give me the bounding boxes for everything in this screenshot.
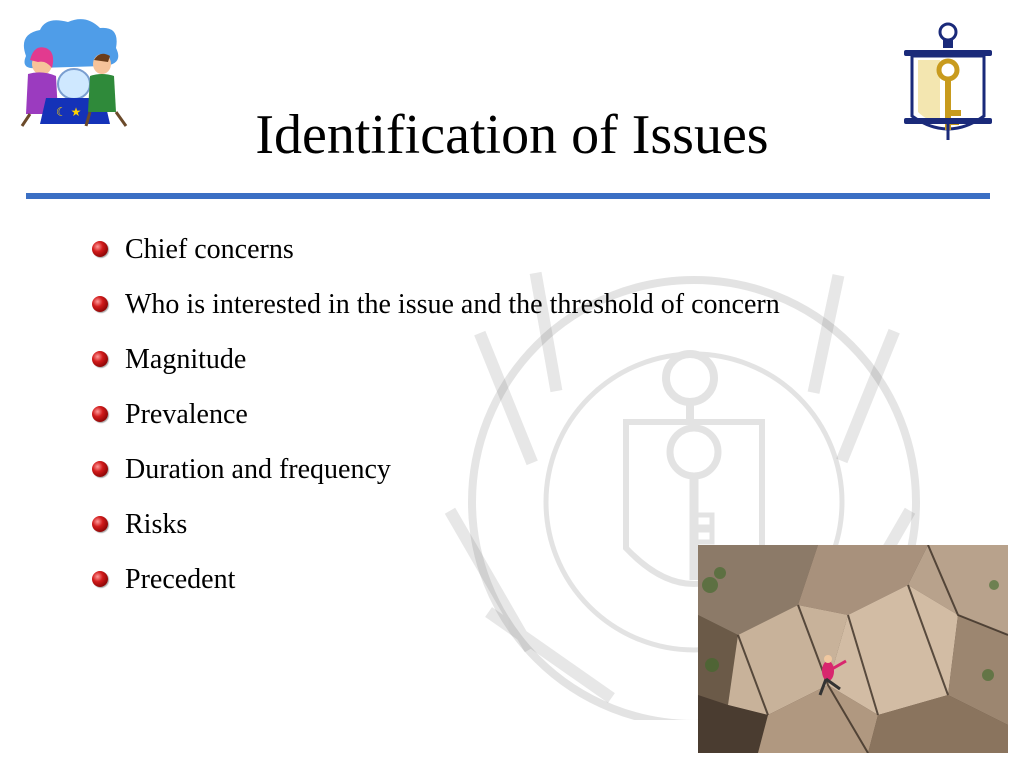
bullet-item	[90, 552, 780, 607]
bullet-text: Precedent	[125, 564, 236, 595]
slide-title: Identification of Issues	[255, 104, 769, 166]
title-divider	[26, 193, 990, 199]
bullet-item	[90, 497, 780, 552]
bullet-text: Chief concerns	[125, 234, 294, 265]
bullet-dot-icon	[92, 571, 108, 587]
bullet-text: Magnitude	[125, 344, 247, 375]
svg-text:☾ ★: ☾ ★	[56, 105, 82, 119]
bullet-dot-icon	[92, 241, 108, 257]
bullet-list	[90, 222, 780, 607]
bullet-dot-icon	[92, 296, 108, 312]
bullet-text: Risks	[125, 509, 188, 540]
bullet-dot-icon	[92, 461, 108, 477]
rock-climber-photo	[698, 545, 1008, 753]
bullet-item	[90, 387, 780, 442]
bullet-item	[90, 442, 780, 497]
bullet-text: Duration and frequency	[125, 454, 391, 485]
bullet-dot-icon	[92, 516, 108, 532]
bullet-dot-icon	[92, 351, 108, 367]
bullet-text: Prevalence	[125, 399, 248, 430]
bullet-text: Who is interested in the issue and the threshold of concern	[125, 289, 780, 320]
bullet-item	[90, 277, 780, 332]
bullet-item	[90, 332, 780, 387]
bullet-dot-icon	[92, 406, 108, 422]
bullet-item	[90, 222, 780, 277]
